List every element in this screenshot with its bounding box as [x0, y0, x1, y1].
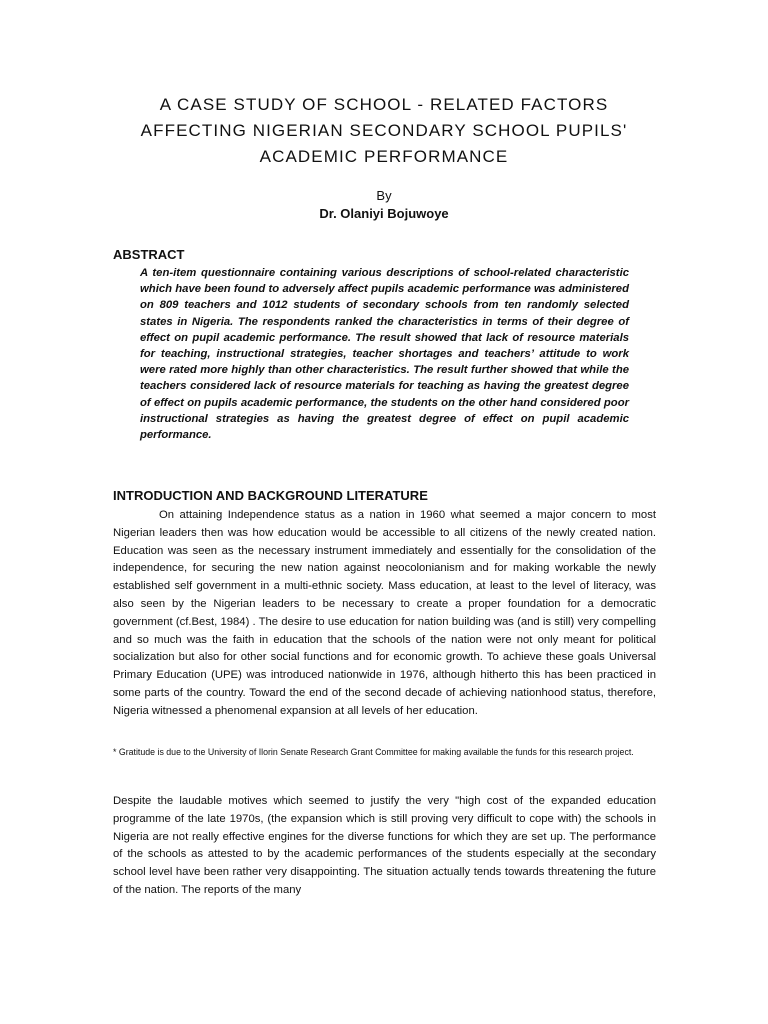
introduction-heading: INTRODUCTION AND BACKGROUND LITERATURE	[113, 488, 428, 503]
abstract-heading: ABSTRACT	[113, 247, 185, 262]
byline-by: By	[376, 188, 392, 203]
title-line-1: A CASE STUDY OF SCHOOL - RELATED FACTORS	[159, 95, 609, 114]
author-name: Dr. Olaniyi Bojuwoye	[319, 206, 449, 221]
footnote: * Gratitude is due to the University of Ilorin Senate Research Grant Committee for making available the funds for this research project.	[113, 747, 634, 757]
title-line-3: ACADEMIC PERFORMANCE	[259, 147, 509, 166]
document-title	[100, 92, 668, 170]
title-line-2: AFFECTING NIGERIAN SECONDARY SCHOOL PUPILS'	[140, 121, 628, 140]
continuation-paragraph: Despite the laudable motives which seemed to justify the very "high cost of the expanded education programme of the late 1970s, (the expansion which is still proving very difficult to cope with) the schools in Nigeria are not really effective engines for the diverse functions for which they are set up. The performance of the schools as attested to by the academic performances of the students especially at the secondary school level have been rather very disappointing. The situation actually tends towards threatening the future of the nation. The reports of the many	[113, 795, 656, 896]
abstract-text: A ten-item questionnaire containing various descriptions of school-related characteristic which have been found to adversely affect pupils academic performance was administered on 809 teachers and 1012 students of secondary schools from ten randomly selected states in Nigeria. The respondents ranked the characteristics in terms of their degree of effect on pupil academic performance. The result showed that lack of resource materials for teaching, instructional strategies, teacher shortages and teachers’ attitude to work were rated more highly than other characteristics. The result further showed that while the teachers considered lack of resource materials for teaching as having the greatest degree of effect on pupils academic performance, the students on the other hand considered poor instructional strategies as having the greatest degree of effect on pupil academic performance.	[140, 267, 629, 442]
introduction-paragraph: On attaining Independence status as a nation in 1960 what seemed a major concern to most Nigerian leaders then was how education would be accessible to all citizens of the newly created nation. Education was seen as the necessary instrument immediately and essentially for the consolidation of the independence, for securing the new nation against neocolonianism and for making workable the newly established self government in a multi-ethnic society. Mass education, at least to the level of literacy, was also seen by the Nigerian leaders to be necessary to create a proper foundation for a democratic government (cf.Best, 1984) . The desire to use education for nation building was (and is still) very compelling and so much was the faith in education that the schools of the nation were not only meant for political socialization but also for other social functions and for economic growth. To achieve these goals Universal Primary Education (UPE) was introduced nationwide in 1976, although hitherto this has been practiced in some parts of the country. Toward the end of the second decade of achieving nationhood status, therefore, Nigeria witnessed a phenomenal expansion at all levels of her education.	[113, 509, 656, 717]
